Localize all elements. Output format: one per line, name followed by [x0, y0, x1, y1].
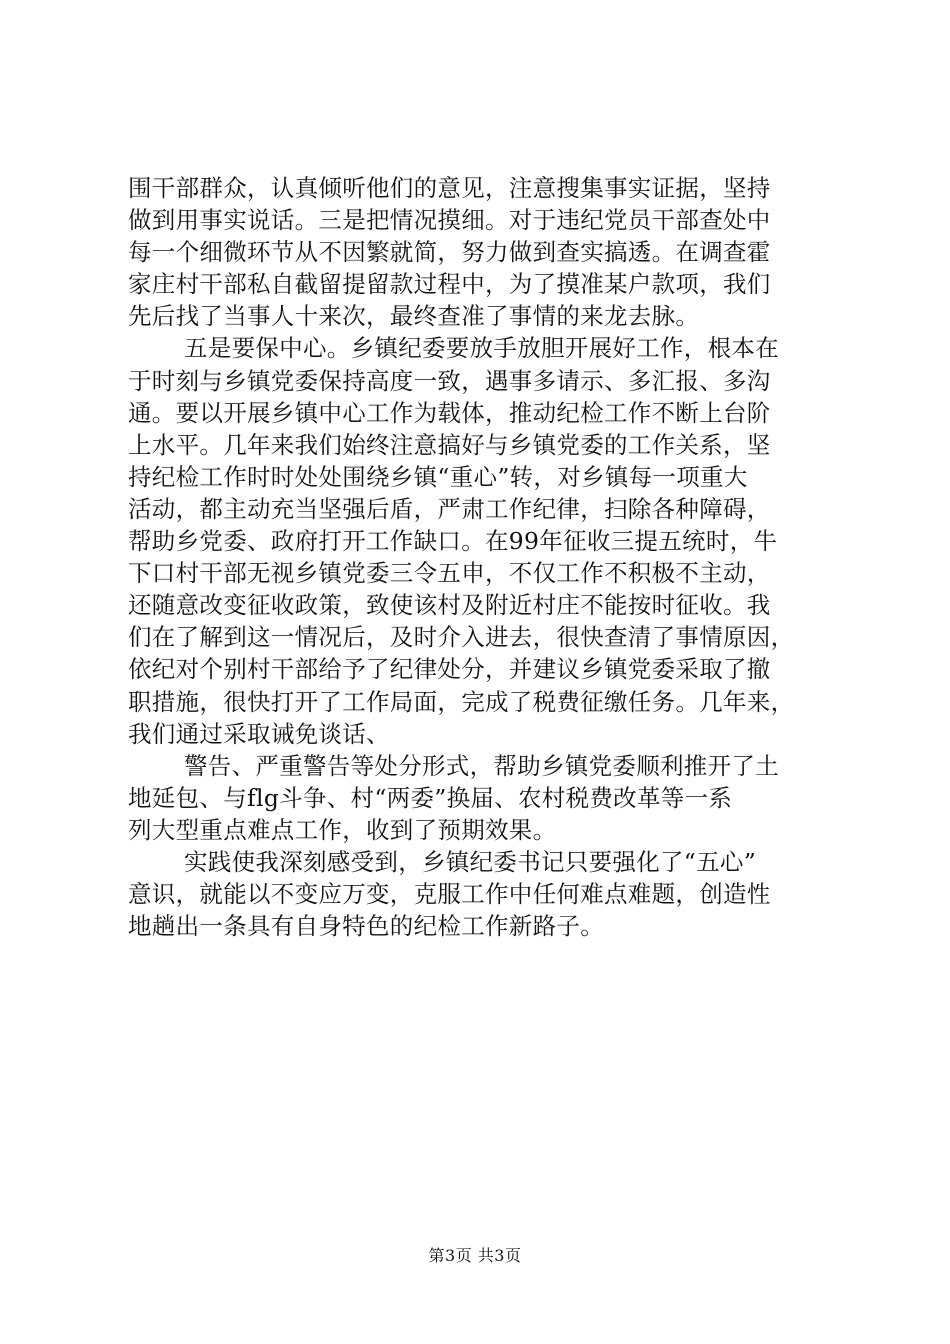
text-line: 帮助乡党委、政府打开工作缺口。在99年征收三提五统时，牛 [128, 527, 778, 556]
text-line: 列大型重点难点工作，收到了预期效果。 [128, 815, 557, 844]
text-line: 依纪对个别村干部给予了纪律处分，并建议乡镇党委采取了撤 [128, 655, 771, 684]
text-line: 通。要以开展乡镇中心工作为载体，推动纪检工作不断上台阶 [128, 398, 771, 427]
text-line: 上水平。几年来我们始终注意搞好与乡镇党委的工作关系，坚 [128, 430, 771, 459]
text-line: 地趟出一条具有自身特色的纪检工作新路子。 [128, 912, 604, 941]
text-line: 们在了解到这一情况后，及时介入进去，很快查清了事情原因， [128, 623, 795, 652]
text-line: 意识，就能以不变应万变，克服工作中任何难点难题，创造性 [128, 880, 771, 909]
text-line: 我们通过采取诫免谈话、 [128, 719, 390, 748]
text-line: 围干部群众，认真倾听他们的意见，注意搜集事实证据，坚持 [128, 174, 771, 202]
text-line: 持纪检工作时时处处围绕乡镇“重心”转，对乡镇每一项重大 [128, 462, 748, 491]
text-line: 还随意改变征收政策，致使该村及附近村庄不能按时征收。我 [128, 591, 771, 620]
text-line: 先后找了当事人十来次，最终查准了事情的来龙去脉。 [128, 302, 700, 331]
paragraph-start-line: 五是要保中心。乡镇纪委要放手放胆开展好工作，根本在 [184, 334, 779, 363]
text-line: 每一个细微环节从不因繁就简，努力做到查实搞透。在调查霍 [128, 238, 771, 267]
body-text [128, 172, 833, 942]
page-number-footer: 第3页 共3页 [428, 1246, 522, 1265]
text-line: 家庄村干部私自截留提留款过程中，为了摸准某户款项，我们 [128, 270, 771, 299]
paragraph-start-line: 实践使我深刻感受到，乡镇纪委书记只要强化了“五心” [184, 847, 757, 876]
text-line: 地延包、与flg斗争、村“两委”换届、农村税费改革等一系 [128, 783, 733, 812]
text-line: 活动，都主动充当坚强后盾，严肃工作纪律，扫除各种障碍， [128, 494, 771, 523]
text-line: 于时刻与乡镇党委保持高度一致，遇事多请示、多汇报、多沟 [128, 366, 771, 395]
text-line: 下口村干部无视乡镇党委三令五申，不仅工作不积极不主动， [128, 559, 771, 588]
text-line: 职措施，很快打开了工作局面，完成了税费征缴任务。几年来， [128, 687, 795, 716]
text-line: 做到用事实说话。三是把情况摸细。对于违纪党员干部查处中 [128, 206, 771, 235]
paragraph-start-line: 警告、严重警告等处分形式，帮助乡镇党委顺利推开了土 [184, 751, 779, 780]
